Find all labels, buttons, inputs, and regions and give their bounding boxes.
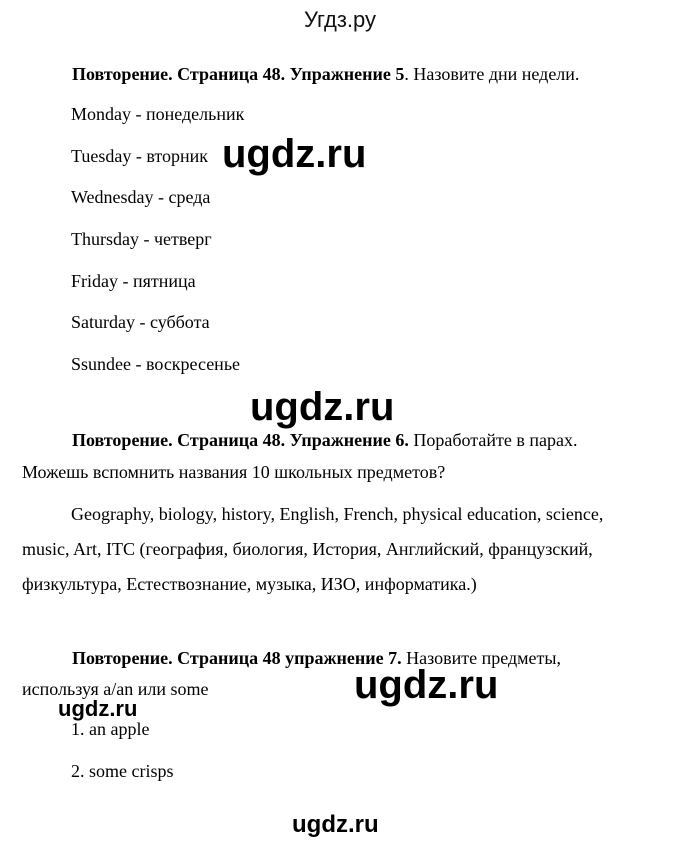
ex6-question: Можешь вспомнить названия 10 школьных предметов? [22,462,446,482]
ex7-heading-text: Назовите предметы, [401,648,562,668]
day-item: Thursday - четверг [71,229,212,249]
ex7-item: 1. an apple [71,719,150,739]
day-item: Tuesday - вторник [71,146,209,166]
watermark: ugdz.ru [58,696,138,721]
day-item: Friday - пятница [71,271,196,291]
ex7-heading-bold: Повторение. Страница 48 упражнение 7. [72,648,402,668]
ex6-heading [72,430,577,451]
day-item: Ssundee - воскресенье [71,354,241,374]
ex5-heading-text: . Назовите дни недели. [404,64,580,84]
ex5-heading-bold: Повторение. Страница 48. Упражнение 5 [72,64,405,84]
ex6-answer-line: физкультура, Естествознание, музыка, ИЗО, информатика.) [22,574,477,594]
day-item: Wednesday - среда [71,187,211,207]
watermark: ugdz.ru [354,663,499,707]
ex6-heading-text: Поработайте в парах. [408,430,578,450]
ex6-heading-bold: Повторение. Страница 48. Упражнение 6. [72,430,409,450]
day-item: Saturday - суббота [71,312,210,332]
ex5-heading [72,64,579,85]
watermark: ugdz.ru [250,385,395,429]
watermark: ugdz.ru [292,811,379,838]
ex6-answer-line: Geography, biology, history, English, French, physical education, science, [71,504,604,524]
day-item: Monday - понедельник [71,104,245,124]
ex7-heading-line2: используя a/an или some [22,679,209,699]
site-title: Угдз.ру [303,7,377,32]
ex6-answer-line: music, Art, ITC (география, биология, История, Английский, французский, [22,539,593,559]
watermark: ugdz.ru [222,132,367,176]
ex7-item: 2. some crisps [71,761,174,781]
